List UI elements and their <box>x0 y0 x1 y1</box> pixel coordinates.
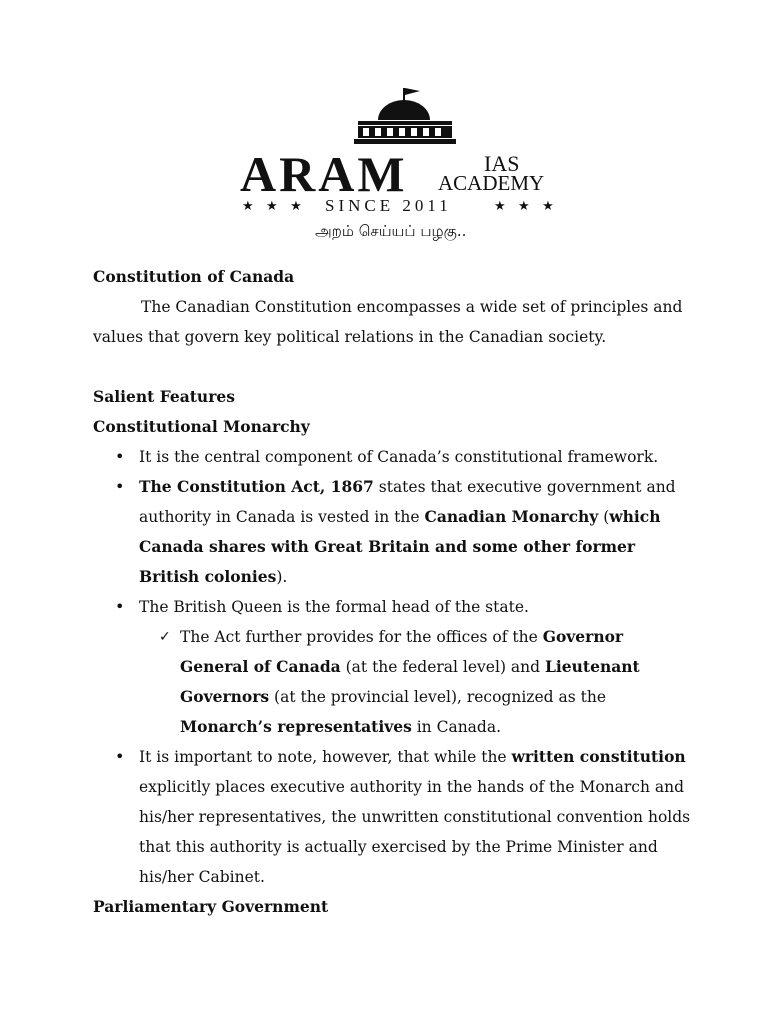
logo-brand: ARAM <box>240 146 408 202</box>
sub-list <box>93 622 693 742</box>
logo-academy: ACADEMY <box>438 171 545 195</box>
document-title: Constitution of Canada <box>93 267 295 286</box>
list-item: • It is the central component of Canada’s constitutional framework. <box>93 442 693 472</box>
intro-paragraph: The Canadian Constitution encompasses a wide set of principles and values that govern key political relations in the Canadian society. <box>93 298 683 346</box>
logo-tagline: அறம் செய்யப் பழகு.. <box>315 222 467 240</box>
sub-list-item: ✓ The Act further provides for the offices of the Governor General of Canada (at the federal level) and Lieutenant Governors (at the provincial level), recognized as the Monarch’s representatives in Canada. <box>93 622 693 742</box>
list-item: • The British Queen is the formal head of the state. <box>93 592 693 622</box>
star-icon: ★ ★ ★ <box>242 199 302 214</box>
aram-ias-academy-logo <box>230 84 580 244</box>
feature-list <box>93 442 693 622</box>
logo-since: SINCE 2011 <box>325 196 452 215</box>
list-item: • The Constitution Act, 1867 states that executive government and authority in Canada is vested in the Canadian Monarchy (which Canada shares with Great Britain and some other former British colonies). <box>93 472 693 592</box>
subheading: Constitutional Monarchy <box>93 417 310 436</box>
spacer <box>93 352 693 382</box>
logo-ias: IAS <box>484 151 520 176</box>
checkmark-icon: ✓ <box>159 629 171 645</box>
section-heading: Salient Features <box>93 387 235 406</box>
feature-list-continued <box>93 742 693 892</box>
document-body <box>93 262 693 922</box>
list-item: • It is important to note, however, that while the written constitution explicitly places executive authority in the hands of the Monarch and his/her representatives, the unwritten constitutional convention holds that this authority is actually exercised by the Prime Minister and his/her Cabinet. <box>93 742 693 892</box>
next-section-heading: Parliamentary Government <box>93 897 329 916</box>
star-icon: ★ ★ ★ <box>494 199 554 214</box>
building-icon <box>354 88 456 144</box>
